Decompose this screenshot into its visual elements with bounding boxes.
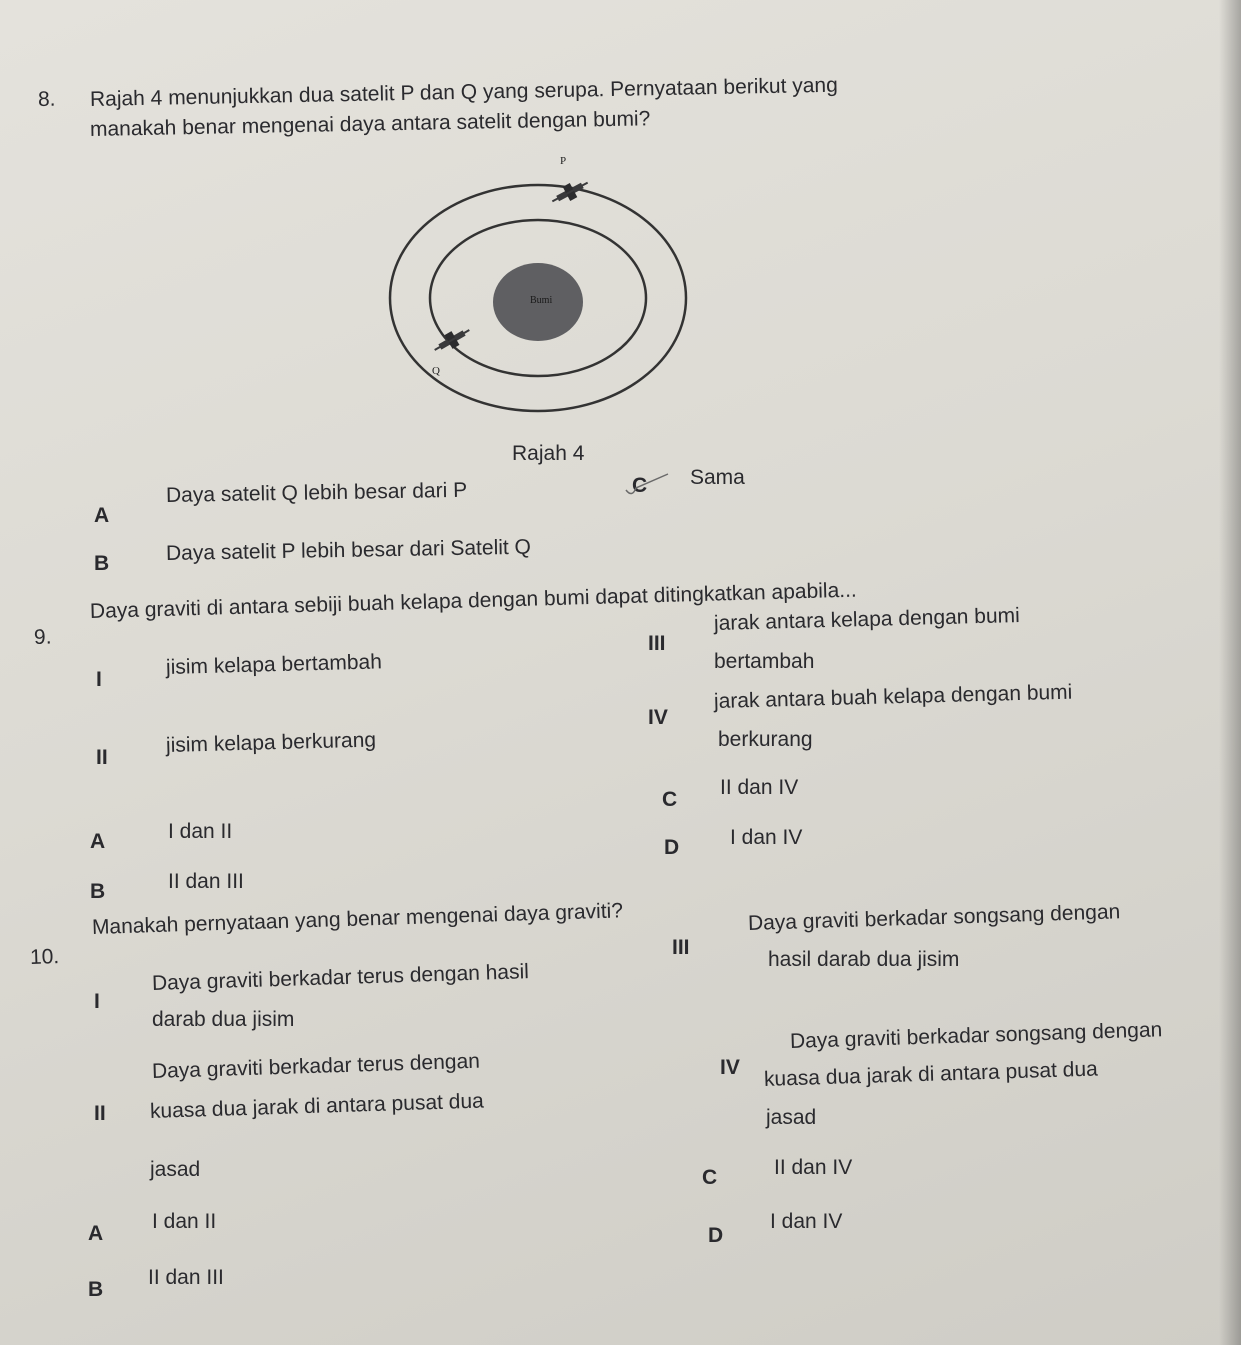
- q9-option-c-text: II dan IV: [720, 776, 799, 799]
- q8-option-c-letter[interactable]: C: [632, 474, 648, 497]
- q9-statement-iv-label: IV: [648, 706, 668, 729]
- q10-statement-i-line1: Daya graviti berkadar terus dengan hasil: [151, 960, 530, 995]
- q10-option-c-letter[interactable]: C: [702, 1166, 718, 1189]
- q10-option-d-letter[interactable]: D: [708, 1224, 724, 1247]
- q10-option-d-text: I dan IV: [770, 1210, 843, 1233]
- q9-option-c-letter[interactable]: C: [662, 788, 678, 811]
- q9-statement-iii-line1: jarak antara kelapa dengan bumi: [713, 603, 1021, 635]
- q9-option-d-letter[interactable]: D: [664, 836, 680, 859]
- q9-question: Daya graviti di antara sebiji buah kelapa dengan bumi dapat ditingkatkan apabila...: [89, 578, 858, 623]
- q8-option-b-letter[interactable]: B: [94, 552, 110, 575]
- q8-question-line1: Rajah 4 menunjukkan dua satelit P dan Q yang serupa. Pernyataan berikut yang: [89, 73, 839, 111]
- q10-statement-i-line2: darab dua jisim: [152, 1008, 295, 1031]
- q9-option-b-letter[interactable]: B: [90, 880, 106, 903]
- q10-option-b-text: II dan III: [148, 1266, 224, 1289]
- figure-caption: Rajah 4: [512, 442, 585, 465]
- orbit-diagram: [380, 150, 710, 460]
- q9-option-b-text: II dan III: [168, 870, 244, 893]
- q9-statement-i-text: jisim kelapa bertambah: [165, 650, 383, 679]
- pencil-tick-mark: [622, 470, 682, 500]
- q9-option-a-text: I dan II: [168, 820, 233, 843]
- q8-option-a-letter[interactable]: A: [94, 504, 110, 527]
- q9-statement-iii-label: III: [648, 632, 666, 655]
- q10-statement-i-label: I: [94, 990, 100, 1013]
- q8-option-c-text: Sama: [690, 466, 745, 489]
- satellite-p-label: P: [560, 155, 567, 167]
- q9-number: 9.: [33, 625, 52, 649]
- q8-question-line2: manakah benar mengenai daya antara satelit dengan bumi?: [89, 107, 651, 141]
- q8-number: 8.: [37, 87, 56, 111]
- q9-statement-iv-line2: berkurang: [718, 728, 813, 751]
- q10-statement-ii-label: II: [94, 1102, 106, 1125]
- satellite-q-label: Q: [432, 365, 440, 377]
- q8-option-b-text: Daya satelit P lebih besar dari Satelit Q: [165, 535, 532, 565]
- q10-option-a-text: I dan II: [152, 1210, 217, 1233]
- q10-number: 10.: [29, 945, 60, 969]
- earth-label: Bumi: [530, 295, 553, 306]
- q10-statement-iii-line2: hasil darab dua jisim: [768, 948, 960, 971]
- q9-option-a-letter[interactable]: A: [90, 830, 106, 853]
- q9-statement-iii-line2: bertambah: [714, 650, 815, 673]
- q9-option-d-text: I dan IV: [730, 826, 803, 849]
- q9-statement-ii-text: jisim kelapa berkurang: [165, 728, 377, 757]
- q9-statement-i-label: I: [96, 668, 102, 691]
- q10-statement-ii-line2: kuasa dua jarak di antara pusat dua: [149, 1089, 485, 1123]
- q10-statement-iv-line2: kuasa dua jarak di antara pusat dua: [763, 1057, 1099, 1091]
- q10-option-b-letter[interactable]: B: [88, 1278, 104, 1301]
- q10-question: Manakah pernyataan yang benar mengenai daya graviti?: [91, 899, 624, 939]
- q9-statement-ii-label: II: [96, 746, 108, 769]
- q8-option-a-text: Daya satelit Q lebih besar dari P: [165, 478, 468, 507]
- q10-option-c-text: II dan IV: [774, 1156, 853, 1179]
- q10-option-a-letter[interactable]: A: [88, 1222, 104, 1245]
- q10-statement-ii-line3: jasad: [150, 1158, 201, 1181]
- q10-statement-ii-line1: Daya graviti berkadar terus dengan: [151, 1049, 481, 1083]
- q10-statement-iv-label: IV: [720, 1056, 740, 1079]
- page-edge-shadow: [1219, 0, 1241, 1345]
- q10-statement-iii-line1: Daya graviti berkadar songsang dengan: [747, 900, 1121, 935]
- q10-statement-iv-line3: jasad: [766, 1106, 817, 1129]
- q9-statement-iv-line1: jarak antara buah kelapa dengan bumi: [713, 680, 1073, 713]
- q10-statement-iv-line1: Daya graviti berkadar songsang dengan: [789, 1018, 1163, 1053]
- q10-statement-iii-label: III: [672, 936, 690, 959]
